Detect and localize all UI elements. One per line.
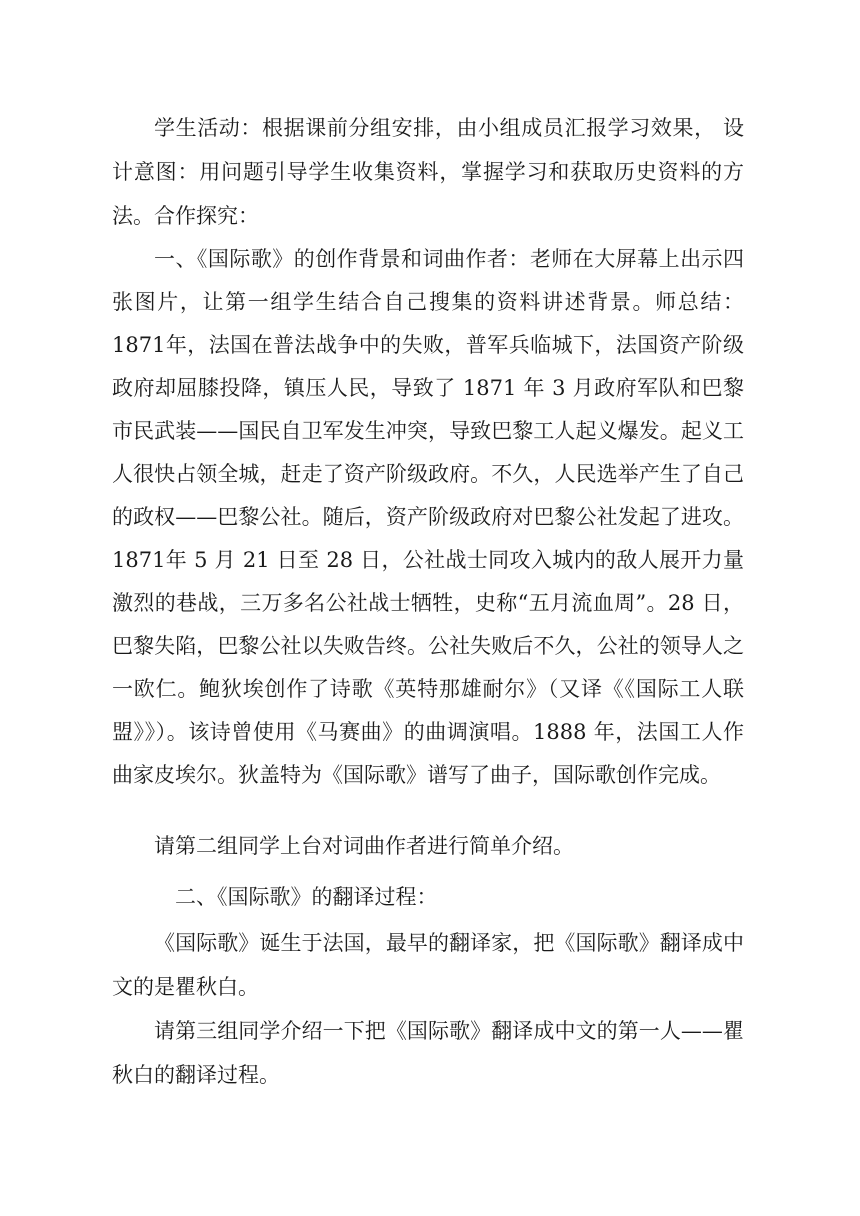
paragraph-creation-background: 一、《国际歌》的创作背景和词曲作者：老师在大屏幕上出示四张图片，让第一组学生结合自己搜集的资料讲述背景。师总结：1871年，法国在普法战争中的失败，普军兵临城下，法国资产阶级政府却屈膝投降，镇压人民，导致了 1871 年 3 月政府军队和巴黎市民武装——国民自卫军发生冲突，导致巴黎工人起义爆发。起义工人很快占领全城，赶走了资产阶级政府。不久，人民选举产生了自己的政权——巴黎公社。随后，资产阶级政府对巴黎公社发起了进攻。1871年 5 月 21 日至 28 日，公社战士同攻入城内的敌人展开力量激烈的巷战，三万多名公社战士牺牲，史称“五月流血周”。28 日，巴黎失陷，巴黎公社以失败告终。公社失败后不久，公社的领导人之一欧仁。鲍狄埃创作了诗歌《英特那雄耐尔》（又译《《国际工人联盟》》）。该诗曾使用《马赛曲》的曲调演唱。1888 年，法国工人作曲家皮埃尔。狄盖特为《国际歌》谱写了曲子，国际歌创作完成。: [112, 247, 744, 787]
paragraph-cooperative-inquiry-heading: 合作探究：: [154, 204, 259, 228]
paragraph-translation-heading: 二、《国际歌》的翻译过程：: [175, 885, 438, 909]
paragraph-group-three-task: 请第三组同学介绍一下把《国际歌》翻译成中文的第一人——瞿秋白的翻译过程。: [112, 1019, 744, 1087]
paragraph-student-activity: 学生活动：根据课前分组安排，由小组成员汇报学习效果， 设计意图：用问题引导学生收集资料，掌握学习和获取历史资料的方法。: [112, 116, 744, 228]
paragraph-translation-origin: 《国际歌》诞生于法国，最早的翻译家，把《国际歌》翻译成中文的是瞿秋白。: [112, 931, 744, 999]
paragraph-group-two-task: 请第二组同学上台对词曲作者进行简单介绍。: [154, 834, 574, 858]
